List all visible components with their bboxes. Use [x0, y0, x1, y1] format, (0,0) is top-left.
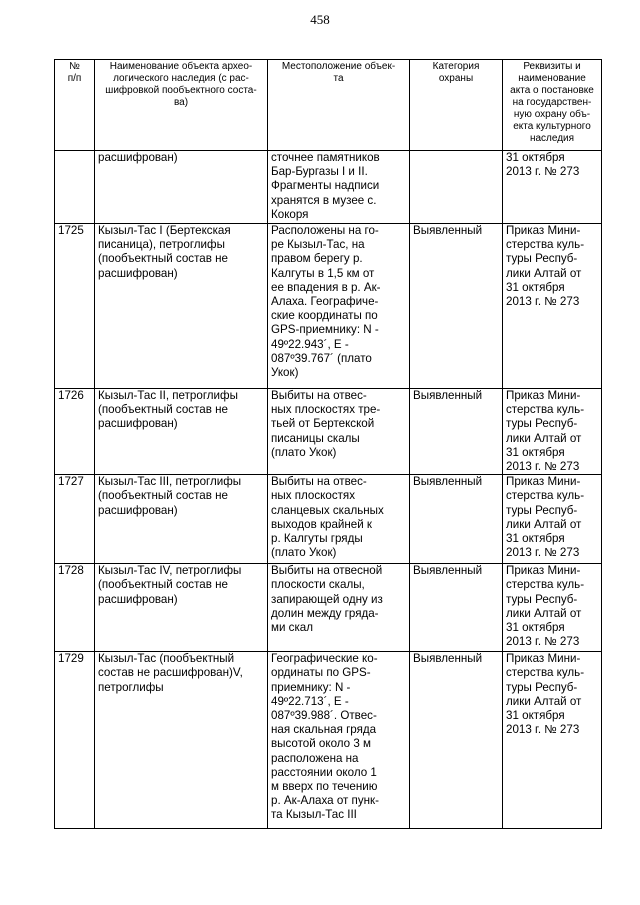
- object-location: Выбиты на отвес- ных плоскостях тре- тьей от Бертекской писаницы скалы (плато Укок): [268, 389, 410, 475]
- protection-category: Выявленный: [410, 224, 503, 389]
- row-number: 1728: [55, 564, 95, 652]
- object-location: Географические ко- ординаты по GPS- приемнику: N - 49º22.713´, E - 087º39.988´. Отвес- ная скальная гряда высотой около 3 м расположена на расстоянии около 1 м вверх по течению р. Ак-Алаха от пунк- та Кызыл-Тас III: [268, 652, 410, 829]
- act-requisites: Приказ Мини- стерства куль- туры Респуб- лики Алтай от 31 октября 2013 г. № 273: [503, 389, 602, 475]
- row-number: [55, 151, 95, 224]
- table-row: [55, 564, 602, 652]
- table-row: [55, 475, 602, 564]
- table-header-row: [55, 60, 602, 151]
- object-location: Выбиты на отвес- ных плоскостях сланцевых скальных выходов крайней к р. Калгуты гряды (плато Укок): [268, 475, 410, 564]
- header-requisites: Реквизиты и наименование акта о постановке на государствен- ную охрану объ- екта культурного наследия: [503, 60, 602, 151]
- act-requisites: Приказ Мини- стерства куль- туры Респуб- лики Алтай от 31 октября 2013 г. № 273: [503, 652, 602, 829]
- object-name: Кызыл-Тас III, петроглифы (пообъектный состав не расшифрован): [95, 475, 268, 564]
- header-location: Местоположение объек- та: [268, 60, 410, 151]
- header-num: № п/п: [55, 60, 95, 151]
- act-requisites: 31 октября 2013 г. № 273: [503, 151, 602, 224]
- protection-category: Выявленный: [410, 564, 503, 652]
- object-name: Кызыл-Тас (пообъектный состав не расшифрован)V, петроглифы: [95, 652, 268, 829]
- object-location: Расположены на го- ре Кызыл-Тас, на правом берегу р. Калгуты в 1,5 км от ее впадения в р. Ак- Алаха. Географиче- ские координаты по GPS-приемнику: N - 49º22.943´, E - 087º39.767´ (плато Укок): [268, 224, 410, 389]
- protection-category: Выявленный: [410, 475, 503, 564]
- object-name: Кызыл-Тас I (Бертекская писаница), петроглифы (пообъектный состав не расшифрован): [95, 224, 268, 389]
- header-name: Наименование объекта архео- логического наследия (с рас- шифровкой пообъектного соста- ва): [95, 60, 268, 151]
- protection-category: Выявленный: [410, 652, 503, 829]
- heritage-registry-table: [54, 59, 602, 829]
- row-number: 1729: [55, 652, 95, 829]
- table-row: [55, 389, 602, 475]
- row-number: 1727: [55, 475, 95, 564]
- object-name: Кызыл-Тас II, петроглифы (пообъектный состав не расшифрован): [95, 389, 268, 475]
- table-row: [55, 151, 602, 224]
- object-location: сточнее памятников Бар-Бургазы I и II. Фрагменты надписи хранятся в музее с. Кокоря: [268, 151, 410, 224]
- protection-category: [410, 151, 503, 224]
- page-number: 458: [310, 12, 330, 27]
- act-requisites: Приказ Мини- стерства куль- туры Респуб- лики Алтай от 31 октября 2013 г. № 273: [503, 564, 602, 652]
- table-row: [55, 652, 602, 829]
- act-requisites: Приказ Мини- стерства куль- туры Респуб- лики Алтай от 31 октября 2013 г. № 273: [503, 224, 602, 389]
- header-category: Категория охраны: [410, 60, 503, 151]
- protection-category: Выявленный: [410, 389, 503, 475]
- object-name: Кызыл-Тас IV, петроглифы (пообъектный состав не расшифрован): [95, 564, 268, 652]
- object-location: Выбиты на отвесной плоскости скалы, запирающей одну из долин между гряда- ми скал: [268, 564, 410, 652]
- table-row: [55, 224, 602, 389]
- row-number: 1725: [55, 224, 95, 389]
- act-requisites: Приказ Мини- стерства куль- туры Респуб- лики Алтай от 31 октября 2013 г. № 273: [503, 475, 602, 564]
- object-name: расшифрован): [95, 151, 268, 224]
- row-number: 1726: [55, 389, 95, 475]
